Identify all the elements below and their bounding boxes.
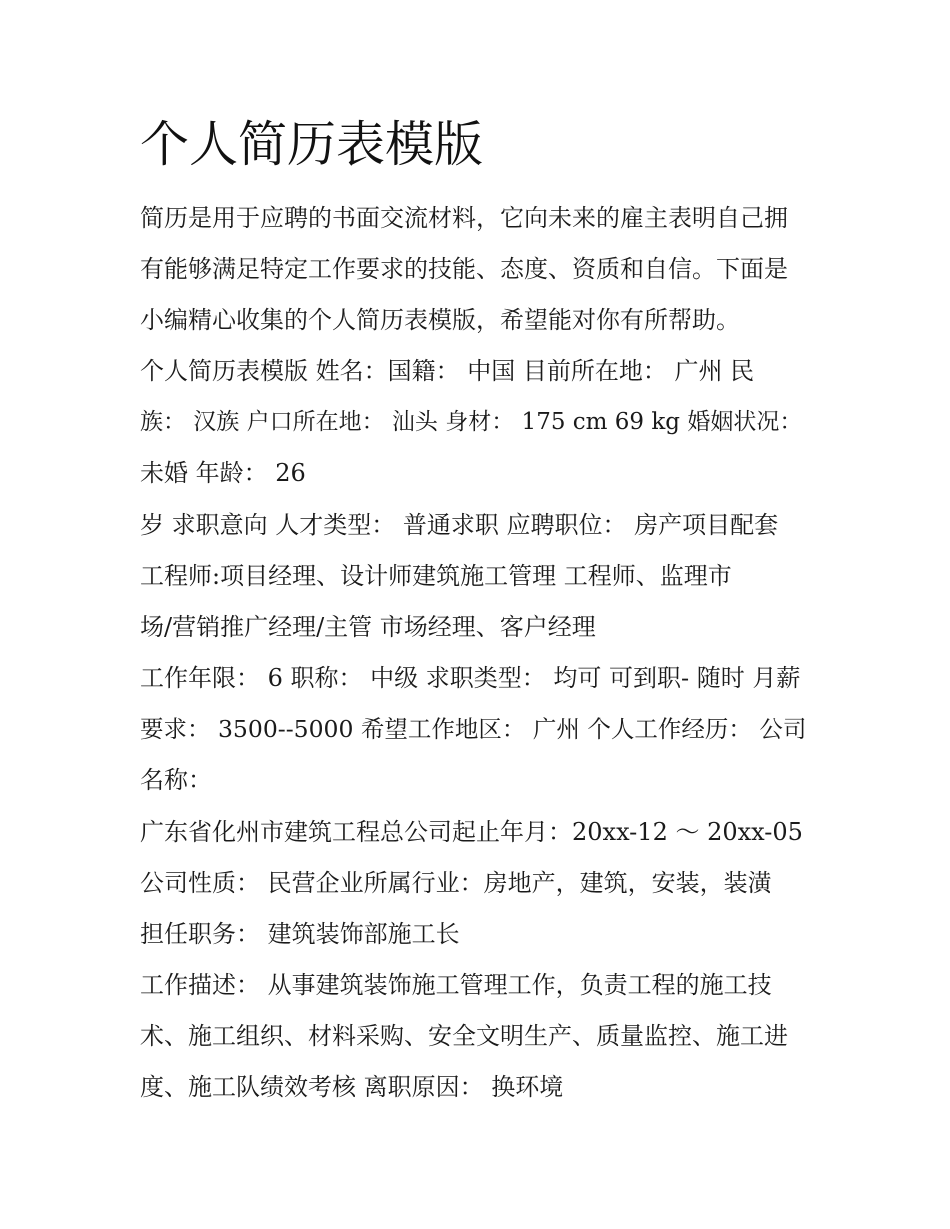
text-line: 术、施工组织、材料采购、安全文明生产、质量监控、施工进 [140, 1022, 788, 1050]
text-line: 个人简历表模版 姓名：国籍： 中国 目前所在地： 广州 民 [140, 357, 755, 385]
document-title: 个人简历表模版 [140, 116, 484, 173]
text-line: 有能够满足特定工作要求的技能、态度、资质和自信。下面是 [140, 255, 788, 283]
text-line: 小编精心收集的个人简历表模版，希望能对你有所帮助。 [140, 306, 740, 334]
text-line: 名称： [140, 766, 212, 794]
text-line: 工程师:项目经理、设计师建筑施工管理 工程师、监理市 [140, 562, 732, 590]
text-line: 工作年限： 6 职称： 中级 求职类型： 均可 可到职- 随时 月薪 [140, 664, 801, 692]
text-line: 广东省化州市建筑工程总公司起止年月：20xx-12 ～ 20xx-05 [140, 818, 803, 846]
text-line: 公司性质： 民营企业所属行业：房地产，建筑，安装，装潢 [140, 869, 772, 897]
text-line: 要求： 3500--5000 希望工作地区： 广州 个人工作经历： 公司 [140, 715, 807, 743]
text-line: 岁 求职意向 人才类型： 普通求职 应聘职位： 房产项目配套 [140, 511, 779, 539]
text-line: 简历是用于应聘的书面交流材料，它向未来的雇主表明自己拥 [140, 204, 788, 232]
text-line: 担任职务： 建筑装饰部施工长 [140, 920, 460, 948]
text-line: 场/营销推广经理/主管 市场经理、客户经理 [140, 613, 596, 641]
text-line: 工作描述： 从事建筑装饰施工管理工作，负责工程的施工技 [140, 971, 772, 999]
text-line: 族： 汉族 户口所在地： 汕头 身材： 175 cm 69 kg 婚姻状况： [140, 409, 803, 435]
text-line: 未婚 年龄： 26 [140, 459, 306, 487]
text-line: 度、施工队绩效考核 离职原因： 换环境 [140, 1073, 564, 1101]
